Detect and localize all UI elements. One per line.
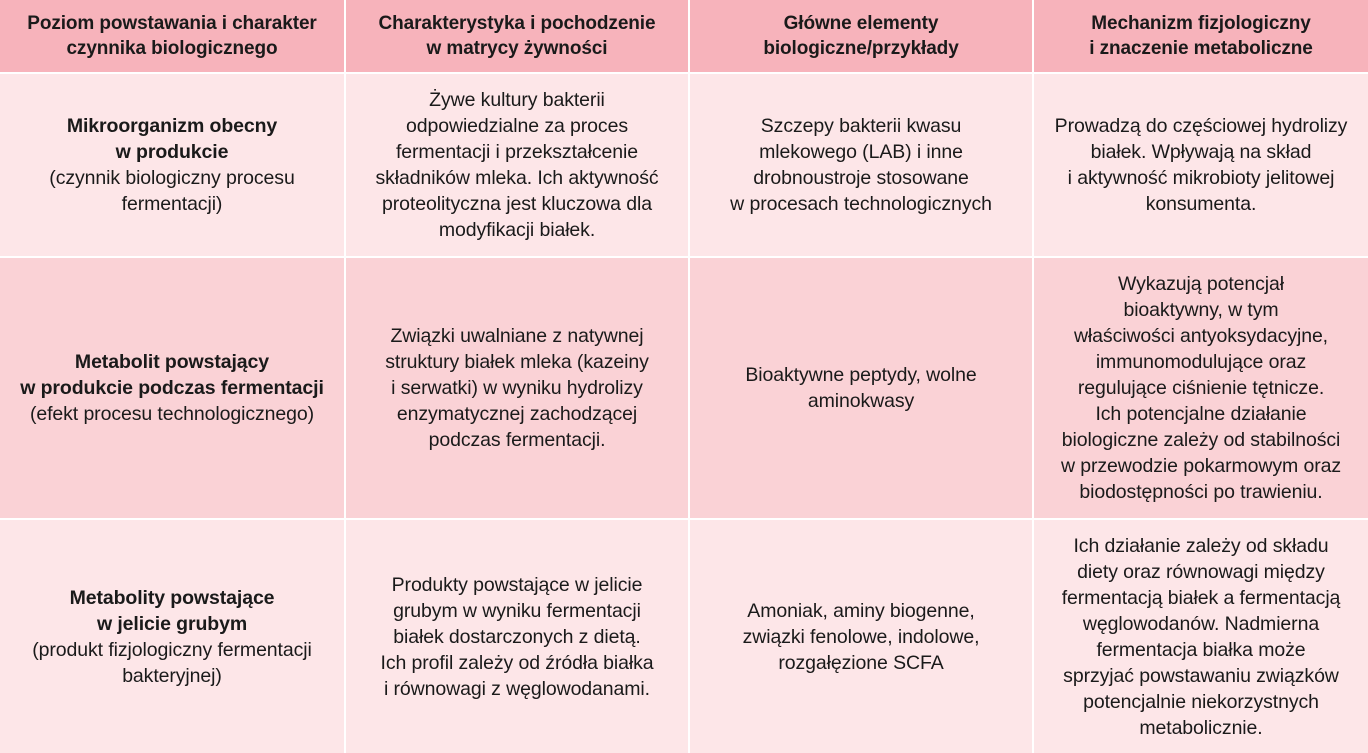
row2-characteristics [346,258,690,520]
row3-mechanism-text: Ich działanie zależy od składu diety oraz równowagi między fermentacją białek a fermentacją węglowodanów. Nadmierna fermentacja białka może sprzyjać powstawaniu związków potencjalnie niekorzystnych metabolicznie. [1061,534,1341,739]
row2-level [0,258,346,520]
row1-mechanism [1034,74,1368,258]
row1-characteristics-text: Żywe kultury bakterii odpowiedzialne za proces fermentacji i przekształcenie składników mleka. Ich aktywność proteolityczna jest kluczowa dla modyfikacji białek. [375,89,659,241]
header-mechanism-text: Mechanizm fizjologiczny i znaczenie metaboliczne [1089,13,1313,59]
row2-mechanism-text: Wykazują potencjał bioaktywny, w tym właściwości antyoksydacyjne, immunomodulujące oraz regulujące ciśnienie tętnicze. Ich potencjalne działanie biologiczne zależy od stabilności w przewodzie pokarmowym oraz biodostępności po trawieniu. [1060,273,1342,503]
row2-level-subtitle: (efekt procesu technologicznego) [29,403,315,425]
header-characteristics-text: Charakterystyka i pochodzenie w matrycy żywności [378,13,656,59]
row1-mechanism-text: Prowadzą do częściowej hydrolizy białek. Wpływają na skład i aktywność mikrobioty jelitowej konsumenta. [1054,115,1348,215]
row2-level-title: Metabolit powstający w produkcie podczas fermentacji [20,351,324,399]
header-mechanism [1034,0,1368,74]
header-level-text: Poziom powstawania i charakter czynnika biologicznego [27,13,317,59]
row1-level-subtitle: (czynnik biologiczny procesu fermentacji) [49,167,295,215]
header-characteristics [346,0,690,74]
header-level [0,0,346,74]
row3-level [0,520,346,753]
row1-examples [690,74,1034,258]
row3-examples-text: Amoniak, aminy biogenne, związki fenolowe, indolowe, rozgałęzione SCFA [742,599,980,674]
row3-examples [690,520,1034,753]
row2-characteristics-text: Związki uwalniane z natywnej struktury białek mleka (kazeiny i serwatki) w wyniku hydrolizy enzymatycznej zachodzącej podczas fermentacji. [385,325,649,451]
row2-examples [690,258,1034,520]
row1-level [0,74,346,258]
row1-level-title: Mikroorganizm obecny w produkcie [66,115,278,163]
header-examples-text: Główne elementy biologiczne/przykłady [763,13,959,59]
row1-examples-text: Szczepy bakterii kwasu mlekowego (LAB) i inne drobnoustroje stosowane w procesach technologicznych [730,115,992,215]
row3-level-title: Metabolity powstające w jelicie grubym [69,586,275,635]
row2-examples-text: Bioaktywne peptydy, wolne aminokwasy [745,364,977,412]
row3-mechanism [1034,520,1368,753]
row3-characteristics [346,520,690,753]
row1-characteristics [346,74,690,258]
row2-mechanism [1034,258,1368,520]
row3-characteristics-text: Produkty powstające w jelicie grubym w wyniku fermentacji białek dostarczonych z dietą. Ich profil zależy od źródła białka i równowagi z węglowodanami. [380,573,654,700]
header-examples [690,0,1034,74]
row3-level-subtitle: (produkt fizjologiczny fermentacji bakteryjnej) [32,638,312,687]
